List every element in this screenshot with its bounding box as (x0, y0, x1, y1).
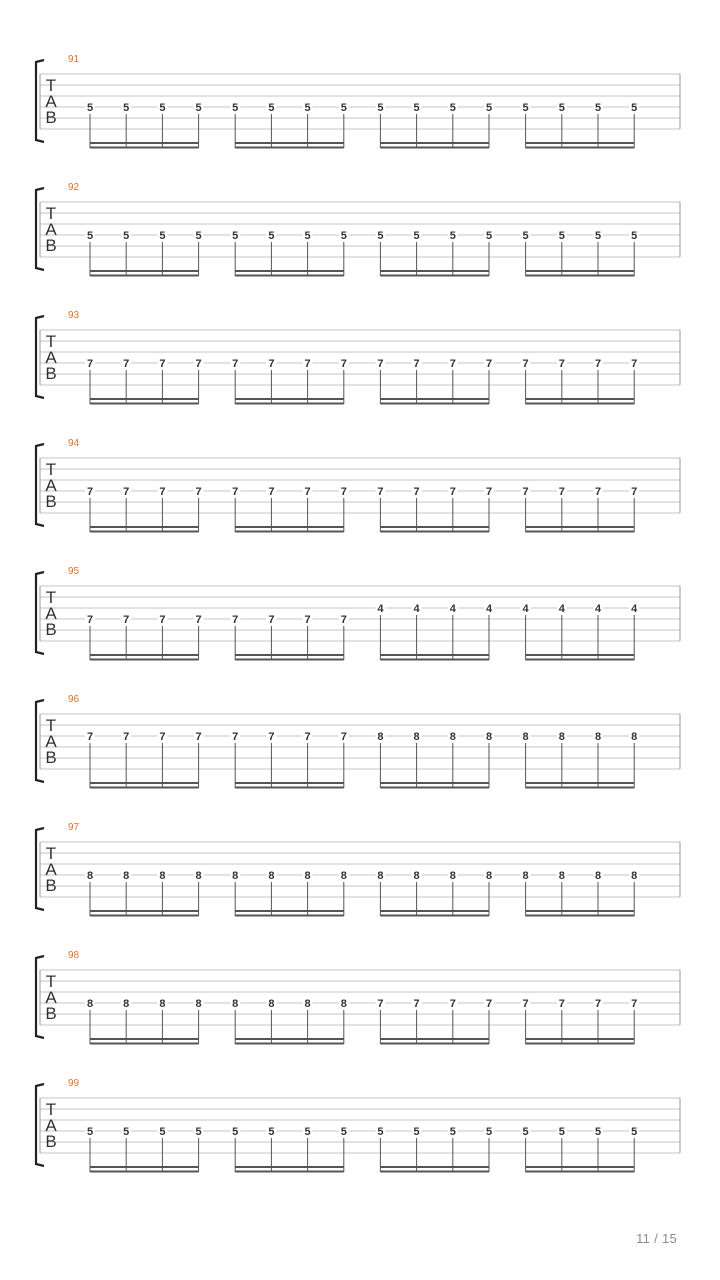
beam-secondary (526, 659, 635, 661)
tab-clef-letter: A (45, 860, 57, 879)
beam-secondary (526, 1171, 635, 1173)
fret-number: 5 (485, 102, 493, 114)
fret-number: 5 (594, 102, 602, 114)
beam-secondary (90, 147, 199, 149)
beam-secondary (526, 787, 635, 789)
tab-clef-letter: T (45, 716, 57, 735)
fret-number: 5 (159, 230, 166, 242)
beam-secondary (380, 1043, 489, 1045)
beam-secondary (380, 787, 489, 789)
tab-staff-svg (0, 692, 720, 820)
fret-number: 5 (86, 1126, 94, 1138)
beam-secondary (526, 403, 635, 405)
tab-clef-letter: B (45, 364, 57, 383)
fret-number: 5 (413, 230, 420, 242)
fret-number: 8 (195, 870, 202, 882)
fret-number: 8 (413, 870, 420, 882)
tab-system (0, 308, 720, 436)
fret-number: 7 (449, 358, 456, 370)
tab-clef-letter: A (45, 732, 57, 751)
beam-primary (380, 654, 489, 656)
beam-secondary (380, 147, 489, 149)
fret-number: 5 (558, 230, 565, 242)
beam-secondary (90, 1043, 199, 1045)
beam-secondary (380, 659, 489, 661)
beam-secondary (235, 787, 344, 789)
tab-clef-letter: T (45, 204, 57, 223)
beam-primary (235, 526, 344, 528)
measure-number: 98 (68, 950, 80, 961)
tab-clef-letter: A (45, 1116, 57, 1135)
fret-number: 5 (86, 102, 94, 114)
fret-number: 7 (86, 358, 94, 370)
beam-primary (235, 142, 344, 144)
fret-number: 7 (377, 358, 384, 370)
fret-number: 4 (522, 603, 529, 615)
fret-number: 8 (268, 870, 275, 882)
fret-number: 8 (123, 998, 130, 1010)
beam-primary (380, 526, 489, 528)
tab-clef-letter: T (45, 1100, 57, 1119)
tab-clef-letter: A (45, 476, 57, 495)
fret-number: 7 (232, 731, 239, 743)
fret-number: 7 (631, 358, 638, 370)
measure-number: 92 (68, 182, 80, 193)
fret-number: 7 (449, 486, 456, 498)
fret-number: 7 (522, 358, 529, 370)
beam-primary (90, 526, 199, 528)
fret-number: 8 (86, 998, 94, 1010)
beam-secondary (526, 531, 635, 533)
beam-primary (380, 910, 489, 912)
beam-secondary (380, 1171, 489, 1173)
tab-staff-svg (0, 820, 720, 948)
fret-number: 7 (159, 731, 166, 743)
fret-number: 5 (522, 102, 529, 114)
measure-number: 93 (68, 310, 80, 321)
tab-clef-letter: B (45, 1004, 57, 1023)
fret-number: 5 (340, 102, 347, 114)
fret-number: 8 (449, 870, 456, 882)
fret-number: 7 (558, 486, 565, 498)
beam-secondary (380, 531, 489, 533)
fret-number: 5 (340, 230, 347, 242)
fret-number: 5 (377, 102, 384, 114)
fret-number: 5 (449, 1126, 456, 1138)
fret-number: 8 (485, 870, 493, 882)
fret-number: 8 (268, 998, 275, 1010)
beam-secondary (526, 275, 635, 277)
tab-system (0, 948, 720, 1076)
fret-number: 7 (123, 731, 130, 743)
beam-secondary (235, 1171, 344, 1173)
tab-system (0, 1076, 720, 1204)
fret-number: 7 (268, 486, 275, 498)
fret-number: 7 (413, 358, 420, 370)
tab-staff-svg (0, 1076, 720, 1204)
fret-number: 4 (485, 603, 493, 615)
beam-secondary (90, 915, 199, 917)
measure-number: 97 (68, 822, 80, 833)
fret-number: 5 (631, 230, 638, 242)
beam-primary (526, 654, 635, 656)
beam-secondary (90, 531, 199, 533)
beam-secondary (235, 531, 344, 533)
fret-number: 8 (594, 870, 602, 882)
fret-number: 5 (377, 230, 384, 242)
fret-number: 5 (304, 1126, 311, 1138)
tab-clef-letter: A (45, 348, 57, 367)
beam-primary (380, 142, 489, 144)
fret-number: 7 (631, 486, 638, 498)
fret-number: 5 (594, 1126, 602, 1138)
fret-number: 5 (268, 1126, 275, 1138)
fret-number: 5 (413, 102, 420, 114)
fret-number: 4 (594, 603, 602, 615)
fret-number: 4 (631, 603, 638, 615)
fret-number: 5 (195, 1126, 202, 1138)
beam-secondary (526, 915, 635, 917)
fret-number: 5 (522, 1126, 529, 1138)
fret-number: 5 (558, 1126, 565, 1138)
fret-number: 7 (232, 486, 239, 498)
fret-number: 4 (377, 603, 384, 615)
fret-number: 8 (522, 731, 529, 743)
beam-primary (235, 270, 344, 272)
fret-number: 7 (268, 358, 275, 370)
tab-staff-svg (0, 948, 720, 1076)
tab-clef-letter: T (45, 844, 57, 863)
beam-primary (380, 398, 489, 400)
tab-staff-svg (0, 52, 720, 180)
fret-number: 5 (340, 1126, 347, 1138)
tab-system (0, 180, 720, 308)
fret-number: 5 (232, 230, 239, 242)
beam-primary (90, 782, 199, 784)
fret-number: 7 (449, 998, 456, 1010)
beam-primary (235, 1038, 344, 1040)
fret-number: 8 (123, 870, 130, 882)
fret-number: 5 (304, 102, 311, 114)
fret-number: 7 (594, 358, 602, 370)
fret-number: 7 (304, 486, 311, 498)
beam-primary (235, 1166, 344, 1168)
fret-number: 4 (558, 603, 565, 615)
beam-primary (380, 1038, 489, 1040)
fret-number: 7 (304, 358, 311, 370)
tab-staff-svg (0, 308, 720, 436)
fret-number: 7 (558, 998, 565, 1010)
fret-number: 8 (304, 870, 311, 882)
beam-secondary (235, 915, 344, 917)
beam-primary (235, 910, 344, 912)
fret-number: 8 (413, 731, 420, 743)
beam-primary (90, 1166, 199, 1168)
page-number: 11 / 15 (636, 1231, 677, 1246)
fret-number: 8 (631, 870, 638, 882)
beam-primary (526, 526, 635, 528)
beam-secondary (90, 275, 199, 277)
fret-number: 7 (195, 486, 202, 498)
fret-number: 7 (123, 486, 130, 498)
fret-number: 7 (485, 998, 493, 1010)
tab-system (0, 820, 720, 948)
beam-secondary (235, 403, 344, 405)
fret-number: 8 (558, 870, 565, 882)
beam-primary (90, 910, 199, 912)
fret-number: 4 (449, 603, 456, 615)
tab-clef-letter: T (45, 332, 57, 351)
fret-number: 7 (413, 486, 420, 498)
fret-number: 8 (485, 731, 493, 743)
measure-number: 94 (68, 438, 80, 449)
fret-number: 7 (340, 486, 347, 498)
tab-clef-letter: B (45, 876, 57, 895)
fret-number: 8 (159, 998, 166, 1010)
beam-secondary (380, 915, 489, 917)
tab-clef-letter: A (45, 988, 57, 1007)
fret-number: 4 (413, 603, 420, 615)
tab-staff-svg (0, 180, 720, 308)
tab-clef-letter: B (45, 1132, 57, 1151)
fret-number: 7 (268, 731, 275, 743)
fret-number: 5 (232, 102, 239, 114)
tab-clef-letter: A (45, 220, 57, 239)
beam-primary (526, 1166, 635, 1168)
fret-number: 8 (558, 731, 565, 743)
fret-number: 7 (159, 614, 166, 626)
fret-number: 7 (631, 998, 638, 1010)
beam-primary (235, 654, 344, 656)
fret-number: 7 (340, 731, 347, 743)
beam-primary (526, 782, 635, 784)
beam-primary (526, 1038, 635, 1040)
fret-number: 7 (232, 614, 239, 626)
beam-primary (380, 270, 489, 272)
beam-secondary (526, 147, 635, 149)
beam-primary (90, 270, 199, 272)
fret-number: 5 (268, 230, 275, 242)
tab-system (0, 564, 720, 692)
measure-number: 91 (68, 54, 80, 65)
fret-number: 8 (449, 731, 456, 743)
beam-primary (380, 1166, 489, 1168)
fret-number: 8 (340, 870, 347, 882)
beam-secondary (235, 147, 344, 149)
fret-number: 5 (268, 102, 275, 114)
beam-primary (235, 398, 344, 400)
beam-secondary (235, 659, 344, 661)
fret-number: 5 (159, 1126, 166, 1138)
fret-number: 7 (268, 614, 275, 626)
measure-number: 99 (68, 1078, 80, 1089)
fret-number: 5 (631, 1126, 638, 1138)
beam-primary (526, 910, 635, 912)
fret-number: 5 (195, 102, 202, 114)
fret-number: 8 (377, 870, 384, 882)
beam-secondary (380, 403, 489, 405)
tab-clef-letter: T (45, 972, 57, 991)
fret-number: 5 (159, 102, 166, 114)
fret-number: 5 (123, 230, 130, 242)
fret-number: 7 (522, 486, 529, 498)
fret-number: 8 (159, 870, 166, 882)
fret-number: 5 (377, 1126, 384, 1138)
measure-number: 96 (68, 694, 80, 705)
fret-number: 8 (195, 998, 202, 1010)
beam-secondary (90, 659, 199, 661)
beam-secondary (235, 1043, 344, 1045)
fret-number: 7 (413, 998, 420, 1010)
tab-system (0, 52, 720, 180)
fret-number: 5 (558, 102, 565, 114)
fret-number: 5 (123, 1126, 130, 1138)
fret-number: 5 (86, 230, 94, 242)
measure-number: 95 (68, 566, 80, 577)
fret-number: 5 (449, 230, 456, 242)
fret-number: 7 (86, 731, 94, 743)
tab-clef-letter: A (45, 92, 57, 111)
fret-number: 8 (522, 870, 529, 882)
tab-clef-letter: T (45, 76, 57, 95)
beam-secondary (380, 275, 489, 277)
fret-number: 7 (159, 358, 166, 370)
fret-number: 5 (413, 1126, 420, 1138)
fret-number: 8 (304, 998, 311, 1010)
beam-secondary (235, 275, 344, 277)
tab-system (0, 436, 720, 564)
fret-number: 5 (631, 102, 638, 114)
fret-number: 8 (594, 731, 602, 743)
fret-number: 7 (377, 998, 384, 1010)
beam-secondary (526, 1043, 635, 1045)
beam-secondary (90, 403, 199, 405)
beam-secondary (90, 1171, 199, 1173)
fret-number: 7 (485, 358, 493, 370)
tab-system (0, 692, 720, 820)
fret-number: 5 (195, 230, 202, 242)
fret-number: 8 (232, 998, 239, 1010)
beam-primary (526, 142, 635, 144)
tab-clef-letter: A (45, 604, 57, 623)
beam-primary (526, 270, 635, 272)
fret-number: 7 (485, 486, 493, 498)
fret-number: 8 (232, 870, 239, 882)
fret-number: 7 (195, 614, 202, 626)
fret-number: 8 (86, 870, 94, 882)
beam-secondary (90, 787, 199, 789)
tab-staff-svg (0, 436, 720, 564)
fret-number: 5 (485, 230, 493, 242)
fret-number: 7 (159, 486, 166, 498)
fret-number: 7 (86, 486, 94, 498)
fret-number: 5 (485, 1126, 493, 1138)
fret-number: 7 (232, 358, 239, 370)
fret-number: 7 (123, 358, 130, 370)
beam-primary (526, 398, 635, 400)
tab-clef-letter: B (45, 748, 57, 767)
fret-number: 7 (86, 614, 94, 626)
fret-number: 7 (340, 358, 347, 370)
tab-clef-letter: T (45, 460, 57, 479)
fret-number: 7 (522, 998, 529, 1010)
fret-number: 8 (377, 731, 384, 743)
beam-primary (235, 782, 344, 784)
fret-number: 5 (123, 102, 130, 114)
beam-primary (90, 142, 199, 144)
tab-clef-letter: T (45, 588, 57, 607)
fret-number: 8 (340, 998, 347, 1010)
fret-number: 7 (594, 486, 602, 498)
fret-number: 7 (340, 614, 347, 626)
fret-number: 7 (123, 614, 130, 626)
beam-primary (90, 1038, 199, 1040)
tab-clef-letter: B (45, 620, 57, 639)
fret-number: 5 (594, 230, 602, 242)
fret-number: 7 (377, 486, 384, 498)
fret-number: 5 (449, 102, 456, 114)
beam-primary (90, 398, 199, 400)
fret-number: 7 (558, 358, 565, 370)
fret-number: 5 (304, 230, 311, 242)
tab-clef-letter: B (45, 492, 57, 511)
fret-number: 7 (195, 731, 202, 743)
fret-number: 5 (232, 1126, 239, 1138)
fret-number: 8 (631, 731, 638, 743)
beam-primary (380, 782, 489, 784)
tab-clef-letter: B (45, 108, 57, 127)
fret-number: 7 (304, 614, 311, 626)
fret-number: 7 (304, 731, 311, 743)
fret-number: 5 (522, 230, 529, 242)
fret-number: 7 (195, 358, 202, 370)
tab-clef-letter: B (45, 236, 57, 255)
tab-staff-svg (0, 564, 720, 692)
fret-number: 7 (594, 998, 602, 1010)
beam-primary (90, 654, 199, 656)
